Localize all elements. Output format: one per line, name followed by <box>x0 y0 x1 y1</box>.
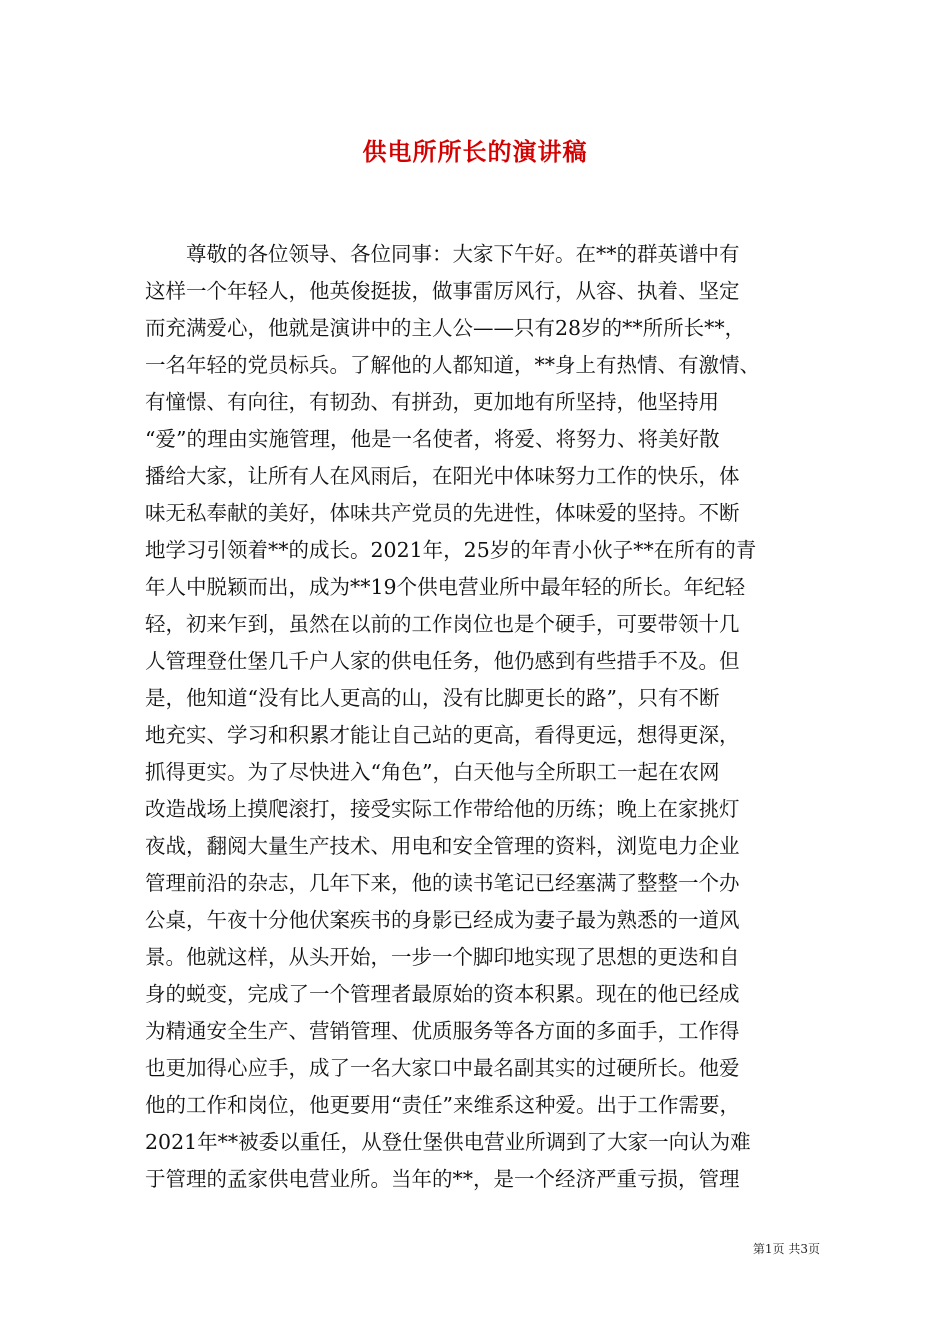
body-line: 一名年轻的党员标兵。了解他的人都知道，**身上有热情、有激情、 <box>145 353 760 377</box>
body-line: 地充实、学习和积累才能让自己站的更高，看得更远，想得更深， <box>145 723 740 747</box>
body-line: 他的工作和岗位，他更要用“责任”来维系这种爱。出于工作需要， <box>145 1093 740 1117</box>
body-line: 改造战场上摸爬滚打，接受实际工作带给他的历练；晚上在家挑灯 <box>145 797 740 821</box>
body-line: 夜战，翻阅大量生产技术、用电和安全管理的资料，浏览电力企业 <box>145 834 740 858</box>
body-line: 2021年**被委以重任，从登仕堡供电营业所调到了大家一向认为难 <box>145 1130 751 1154</box>
body-line: 地学习引领着**的成长。2021年，25岁的年青小伙子**在所有的青 <box>145 538 757 562</box>
body-line: 轻，初来乍到，虽然在以前的工作岗位也是个硬手，可要带领十几 <box>145 612 740 636</box>
body-line: 而充满爱心，他就是演讲中的主人公——只有28岁的**所所长**， <box>145 316 746 340</box>
body-line: 也更加得心应手，成了一名大家口中最名副其实的过硬所长。他爱 <box>145 1056 740 1080</box>
body-line: 景。他就这样，从头开始，一步一个脚印地实现了思想的更迭和自 <box>145 945 740 969</box>
body-line: 人管理登仕堡几千户人家的供电任务，他仍感到有些措手不及。但 <box>145 649 740 673</box>
body-line: 身的蜕变，完成了一个管理者最原始的资本积累。现在的他已经成 <box>145 982 740 1006</box>
body-line: 年人中脱颖而出，成为**19个供电营业所中最年轻的所长。年纪轻 <box>145 575 746 599</box>
page-number: 第1页 共3页 <box>752 1242 820 1256</box>
body-line: 公桌，午夜十分他伏案疾书的身影已经成为妻子最为熟悉的一道风 <box>145 908 740 932</box>
body-line: 管理前沿的杂志，几年下来，他的读书笔记已经塞满了整整一个办 <box>145 871 740 895</box>
body-line: “爱”的理由实施管理，他是一名使者，将爱、将努力、将美好散 <box>145 427 720 451</box>
body-line: 为精通安全生产、营销管理、优质服务等各方面的多面手，工作得 <box>145 1019 740 1043</box>
speech-body <box>145 236 810 1198</box>
body-line: 播给大家，让所有人在风雨后，在阳光中体味努力工作的快乐，体 <box>145 464 740 488</box>
body-line: 抓得更实。为了尽快进入“角色”，白天他与全所职工一起在农网 <box>145 760 720 784</box>
document-title: 供电所所长的演讲稿 <box>362 137 588 166</box>
body-line: 是，他知道“没有比人更高的山，没有比脚更长的路”，只有不断 <box>145 686 720 710</box>
body-line: 味无私奉献的美好，体味共产党员的先进性，体味爱的坚持。不断 <box>145 501 740 525</box>
body-line: 于管理的孟家供电营业所。当年的**，是一个经济严重亏损，管理 <box>145 1167 740 1191</box>
body-line: 有憧憬、有向往，有韧劲、有拼劲，更加地有所坚持，他坚持用 <box>145 390 719 414</box>
body-line: 尊敬的各位领导、各位同事：大家下午好。在**的群英谱中有 <box>145 242 740 266</box>
body-line: 这样一个年轻人，他英俊挺拔，做事雷厉风行，从容、执着、坚定 <box>145 279 740 303</box>
